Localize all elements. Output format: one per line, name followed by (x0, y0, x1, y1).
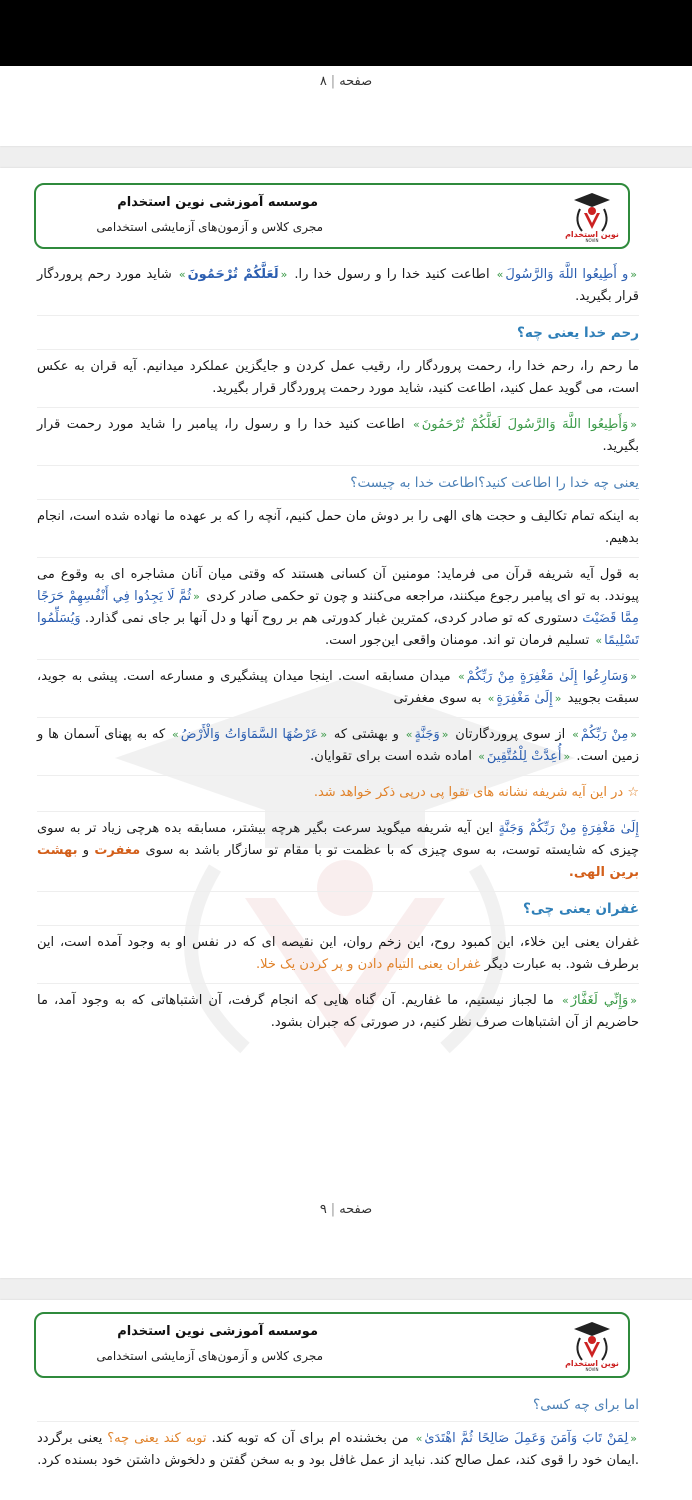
institute-subtitle: مجری کلاس و آزمون‌های آزمایشی استخدامی (96, 1349, 323, 1363)
page-8-fragment (0, 66, 692, 146)
verse: وَجَنَّةٍ (414, 727, 440, 742)
svg-text:NOVIN: NOVIN (585, 1367, 599, 1372)
verse: أُعِدَّتْ لِلْمُتَّقِينَ (486, 749, 562, 764)
paragraph: «وَأَطِيعُوا اللَّهَ وَالرَّسُولَ لَعَلَّكُمْ تُرْحَمُونَ» اطاعت کنید خدا را و رسول را، پیامبر را شاید مورد رحمت قرار بگیرید. (37, 408, 639, 466)
page-number-9: صفحه|۹ (319, 1202, 373, 1217)
verse: مِنْ رَبِّكُمْ (580, 727, 629, 742)
verse: وَإِنِّي لَغَفَّارٌ (570, 993, 629, 1008)
note: ☆ در این آیه شریفه نشانه های تقوا پی درپی ذکر خواهد شد. (37, 776, 639, 812)
paragraph: «لِمَنْ تَابَ وَآمَنَ وَعَمِلَ صَالِحًا ثُمَّ اهْتَدَىٰ» من بخشنده ام برای آن که توبه کند. توبه کند یعنی چه؟ یعنی برگردد .ایمان خود را قوی کند، عمل صالح کند. نباید از عمل غافل بود و به سخن گفتن و دلخوش داشتن خود بسنده کرد. (37, 1431, 639, 1468)
page-9 (0, 168, 692, 1278)
svg-text:نوین استخدام: نوین استخدام (565, 1359, 619, 1368)
section-heading: اما برای چه کسی؟ (37, 1388, 639, 1422)
paragraph: غفران یعنی این خلاء، این کمبود روح، این زخم روان، این نقیصه ای که در نفس او به وجود آمده است، این برطرف شود. به عبارت دیگر غفران یعنی التیام دادن و پر کردن یک خلا. (37, 926, 639, 984)
page-10-content (37, 1388, 639, 1479)
verse: إِلَىٰ مَغْفِرَةٍ (496, 691, 553, 706)
page-label: صفحه (339, 1202, 373, 1217)
paragraph: به قول آیه شریفه قرآن می فرماید: مومنین آن کسانی هستند که وقتی میان آنان مشاجره ای به وقوع می پیوندد. به تو ای پیامبر رجوع میکنند، مراجعه می‌کنند و چون تو حکمی صادر کردی «ثُمَّ لَا يَجِدُوا فِي أَنْفُسِهِمْ حَرَجًا مِمَّا قَضَيْتَ دستوری که تو صادر کردی، کمترین غبار کدورتی هم بر روح آنها و دل آنها بر جای نمی گذارد. وَيُسَلِّمُوا تَسْلِيمًا» تسلیم فرمان تو اند. مومنان واقعی این‌جور است. (37, 558, 639, 660)
verse: إِلَىٰ مَغْفِرَةٍ مِنْ رَبِّكُمْ وَجَنَّةٍ (498, 821, 639, 836)
paragraph: به اینکه تمام تکالیف و حجت های الهی را بر دوش مان حمل کنیم، آنچه را که بر عهده ما نهاده شده است، انجام بدهیم. (37, 500, 639, 558)
page-label: صفحه (339, 74, 373, 89)
svg-text:نوین استخدام: نوین استخدام (565, 230, 619, 239)
institute-header (34, 1312, 630, 1378)
verse: لَعَلَّكُمْ تُرْحَمُونَ (187, 267, 279, 282)
paragraph: «و أَطِيعُوا اللَّهَ وَالرَّسُولَ» اطاعت کنید خدا را و رسول خدا را. «لَعَلَّكُمْ تُرْحَمُونَ» شاید مورد رحم پروردگار قرار بگیرید. (37, 258, 639, 316)
paragraph: «مِنْ رَبِّكُمْ» از سوی پروردگارتان «وَجَنَّةٍ» و بهشتی که «عَرْضُهَا السَّمَاوَاتُ وَالْأَرْضُ» که به پهنای آسمان ها و زمین است. «أُعِدَّتْ لِلْمُتَّقِينَ» اماده شده است برای تقوایان. (37, 718, 639, 776)
verse: وَيُسَلِّمُوا تَسْلِيمًا (37, 611, 639, 648)
paragraph: ما رحم را، رحم خدا را، رحمت پروردگار را، رقیب عمل کردن و جایگزین عملکرد میدانیم. آیه قران به عکس است، می گوید عمل کنید، اطاعت کنید، شاید مورد رحمت پروردگار قرار بگیرید. (37, 350, 639, 408)
institute-title: موسسه آموزشی نوین استخدام (117, 1324, 318, 1339)
institute-title: موسسه آموزشی نوین استخدام (117, 195, 318, 210)
verse: وَسَارِعُوا إِلَىٰ مَغْفِرَةٍ مِنْ رَبِّكُمْ (466, 669, 629, 684)
verse: لِمَنْ تَابَ وَآمَنَ وَعَمِلَ صَالِحًا ثُمَّ اهْتَدَىٰ (424, 1431, 629, 1446)
svg-text:NOVIN: NOVIN (585, 238, 599, 243)
verse: عَرْضُهَا السَّمَاوَاتُ وَالْأَرْضُ (180, 727, 319, 742)
novin-logo-icon (560, 191, 624, 243)
verse: وَأَطِيعُوا اللَّهَ وَالرَّسُولَ لَعَلَّكُمْ تُرْحَمُونَ (421, 417, 629, 432)
novin-logo-icon (560, 1320, 624, 1372)
page-number: ۹ (319, 1202, 327, 1217)
page-9-content (37, 258, 639, 1041)
section-heading: یعنی چه خدا را اطاعت کنید؟اطاعت خدا به چیست؟ (37, 466, 639, 500)
section-heading: رحم خدا یعنی چه؟ (37, 316, 639, 350)
verse: ثُمَّ لَا يَجِدُوا فِي أَنْفُسِهِمْ حَرَجًا مِمَّا قَضَيْتَ (37, 589, 640, 626)
page-10-fragment (0, 1300, 692, 1500)
status-bar-area (0, 0, 692, 66)
paragraph: «وَإِنِّي لَغَفَّارٌ» ما لجباز نیستیم، ما غفاریم. آن گناه هایی که انجام گرفت، آن اشتباهاتی که به وجود آمد، ما حاضریم از آن اشتباهات صرف نظر کنیم، در صورتی که جبران بشود. (37, 993, 639, 1030)
section-heading: غفران یعنی چی؟ (37, 892, 639, 926)
paragraph: إِلَىٰ مَغْفِرَةٍ مِنْ رَبِّكُمْ وَجَنَّةٍ این آیه شریفه میگوید سرعت بگیر هرچه بیشتر، مسابقه بده هرچی زیاد تر به سوی چیزی که شایسته توست، به سوی چیزی که با عظمت تو با مقام تو سازگار باشد به سوی مغفرت و بهشت برین الهی. (37, 812, 639, 892)
paragraph: «وَسَارِعُوا إِلَىٰ مَغْفِرَةٍ مِنْ رَبِّكُمْ» میدان مسابقه است. اینجا میدان پیشگیری و مسارعه است. پیشی به جوید، سبقت بجویید «إِلَىٰ مَغْفِرَةٍ» به سوی مغفرتی (37, 660, 639, 718)
page-number-8: صفحه|۸ (319, 74, 373, 89)
institute-subtitle: مجری کلاس و آزمون‌های آزمایشی استخدامی (96, 220, 323, 234)
institute-header (34, 183, 630, 249)
verse: و أَطِيعُوا اللَّهَ وَالرَّسُولَ (505, 267, 629, 282)
page-number: ۸ (319, 74, 327, 89)
